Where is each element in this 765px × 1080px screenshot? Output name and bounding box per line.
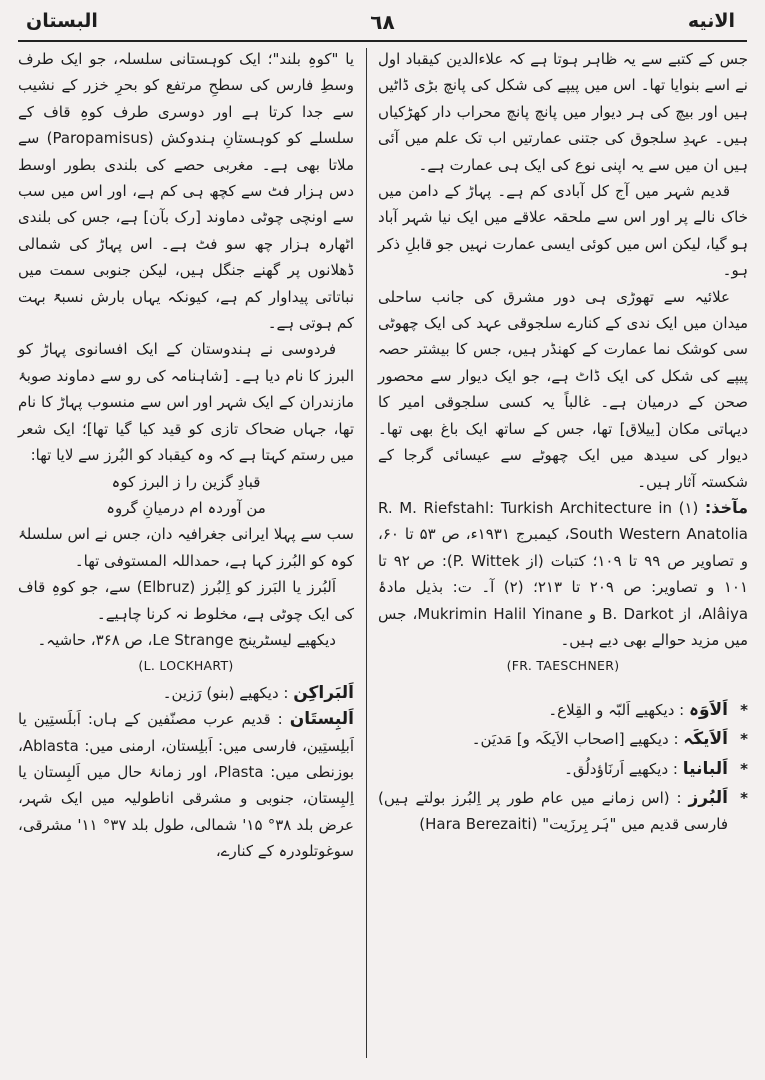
entry-star: *	[740, 788, 748, 807]
running-title-right: الانیه	[687, 10, 735, 32]
right-column	[378, 46, 748, 838]
alburz-paragraph-4: اَلبُرز یا البَرز کو اِلبُرز (Elbruz) سے، جو کوہِ قاف کی ایک چوٹی ہے، مخلوط نہ کرنا چاہیے۔	[18, 578, 354, 623]
entry-text: : قدیم عرب مصنّفین کے ہاں: اَبلَستِین یا اَبلِستِین، فارسی میں: اَبلِستان، ارمنی میں: Ablasta، بوزنطی میں: Plasta، اور زمانۂ حال میں اَلبِستان یا اِلبِستان، جنوبی و مشرقی اناطولیہ میں ایک شہر، عرض بلد ۳۸° ۱۵' شمالی، طول بلد ۳۷° ۱۱' مشرقی، سوغوتلودرہ کے کنارے،	[18, 710, 355, 861]
entry-headword: اَلبِستَان	[289, 709, 354, 730]
entry-star: *	[740, 730, 748, 749]
entry-headword: اَلبانیا	[682, 758, 728, 779]
author-signature-taeschner: (FR. TAESCHNER)	[506, 658, 620, 674]
entry-headword: اَلبُرز	[688, 787, 728, 808]
entry-text: : دیکھیے (بنو) رَزین۔	[162, 683, 289, 702]
entry-headword: اَلاَیکَہ	[683, 729, 728, 750]
alburz-paragraph-3: سب سے پہلا ایرانی جغرافیہ دان، جس نے اس سلسلۂ کوہ کو البُرز کہا ہے، حمداللہ المستوفی تھا۔	[18, 525, 354, 570]
page-header	[22, 8, 743, 38]
entry-text: : دیکھیے اَلبّہ و القِلاع۔	[548, 700, 685, 719]
entry-star: *	[740, 759, 748, 778]
sources-label: مآخذ:	[704, 497, 748, 517]
left-column	[18, 46, 354, 865]
header-rule	[18, 40, 747, 42]
entry-albistan	[18, 706, 354, 864]
entry-text: : دیکھیے [اصحاب الاَیکَہ و] مَدیَن۔	[471, 730, 679, 749]
entry-albania	[378, 756, 748, 782]
verse-line-1: قبادِ گزین را ز البرز کوہ	[111, 472, 261, 491]
author-signature-lockhart: (L. LOCKHART)	[138, 658, 234, 674]
entry-text: : (اس زمانے میں عام طور پر اِلبُرز بولتے ہیں) فارسی قدیم میں "ہَر بِرزَیت" (Hara Berezaiti)	[378, 788, 728, 834]
entry-text: : دیکھیے اَرنَاؤدلُق۔	[564, 759, 678, 778]
alburz-paragraph-2: فردوسی نے ہندوستان کے ایک افسانوی پہاڑ کو البرز کا نام دیا ہے۔ [شاہنامہ کی رو سے دماوند صوبۂ مازندران کے ایک شہر اور اس سے منسوب پہاڑ کا نام تھا، جہاں ضحاک تازی کو قید کیا گیا تھا]؛ ایک شعر میں رستم کہتا ہے کہ وہ کیقباد کو البُرز سے لایا تھا:	[18, 340, 354, 465]
sources-text: (۱) R. M. Riefstahl: Turkish Architecture in South Western Anatolia، کیمبرج ۱۹۳۱ء، ص ۵۳ تا ۶۰، و تصاویر ص ۹۹ تا ۱۰۹؛ کتبات (از P. Wittek): ص ۹۲ تا ۱۰۱ و تصاویر: ص ۲۰۹ تا ۲۱۳؛ (۲) آ۔ ت: بذیل مادۂ Alâiya، از B. Darkot و Mukrimin Halil Yinane، جس میں مزید حوالے بھی دیے ہیں۔	[378, 498, 749, 649]
entry-headword: اَلبَراکِن	[293, 682, 354, 703]
page-number: ٦٨	[370, 10, 395, 34]
entry-star: *	[740, 700, 748, 719]
sources-paragraph	[378, 495, 748, 653]
entry-alburz	[378, 785, 748, 838]
alburz-paragraph-1: یا "کوہِ بلند"؛ ایک کوہستانی سلسلہ، جو ایک طرف وسطِ فارس کی سطحِ مرتفع کو بحرِ خزر کے نشیب سے جدا کرتا ہے اور دوسری طرف کوہِ قاف کے سلسلے کو کوہستانِ ہندوکش (Paropamisus) سے ملاتا بھی ہے۔ مغربی حصے کی بلندی بطور اوسط دس ہزار فٹ سے کچھ ہی کم ہے، اور اس میں سب سے اونچی چوٹی دماوند [رک بآن] ہے، جس کی بلندی اٹھارہ ہزار چھ سو فٹ ہے۔ اس پہاڑ کی شمالی ڈھلانوں پر گھنے جنگل ہیں، لیکن جنوبی سمت میں نباتاتی پیداوار کم ہے، کیونکہ یہاں بارش نسبۃً بہت کم ہوتی ہے۔	[18, 50, 354, 333]
running-title-left: البستان	[26, 10, 98, 32]
alaiya-paragraph-1: جس کے کتبے سے یہ ظاہر ہوتا ہے کہ علاءالدین کیقباد اول نے اسے بنوایا تھا۔ اس میں پیپے کی شکل کی پانچ بڑی ڈاٹیں ہیں اور بیچ کی ہر دیوار میں پانچ پانچ محراب دار کھڑکیاں ہیں۔ عہدِ سلجوق کی جتنی عمارتیں اب تک علم میں آئی ہیں ان میں سے یہ اپنی نوع کی ایک ہی عمارت ہے۔	[378, 50, 748, 174]
alaiya-paragraph-2: قدیم شہر میں آج کل آبادی کم ہے۔ پہاڑ کے دامن میں خاک نالے پر اور اس سے ملحقہ علاقے میں ایک نیا شہر آباد ہو گیا، لیکن اس میں کوئی ایسی عمارت نہیں جو قابلِ ذکر ہو۔	[378, 182, 748, 280]
entry-albarakin	[18, 680, 354, 706]
entry-alayka	[378, 726, 748, 752]
verse-line-2: من آوردہ ام درمیانِ گروہ	[106, 498, 266, 517]
alburz-paragraph-5: دیکھیے لیسٹرینج Le Strange، ص ۳۶۸، حاشیہ۔	[37, 630, 336, 649]
entry-headword: اَلاَوَہ	[688, 699, 728, 720]
column-divider	[366, 48, 367, 1058]
entry-alawa	[378, 697, 748, 723]
alaiya-paragraph-3: علائیہ سے تھوڑی ہی دور مشرق کی جانب ساحلی میدان میں ایک ندی کے کنارے سلجوقی عہد کی ایک چھوٹی سی کوشک نما عمارت کے کھنڈر ہیں، جس کا بیشتر حصہ پیپے کی شکل کی ایک ڈاٹ ہے، جو ایک دیوار سے محصور صحن کے درمیان ہے۔ غالباً یہ کسی سلجوقی امیر کا دیہاتی مکان [ییلاق] تھا، جس کے ساتھ ایک باغ بھی تھا۔ دیوار کی سیدھ میں ایک چھوٹے سے عیسائی گرجا کے شکستہ آثار ہیں۔	[378, 287, 748, 491]
